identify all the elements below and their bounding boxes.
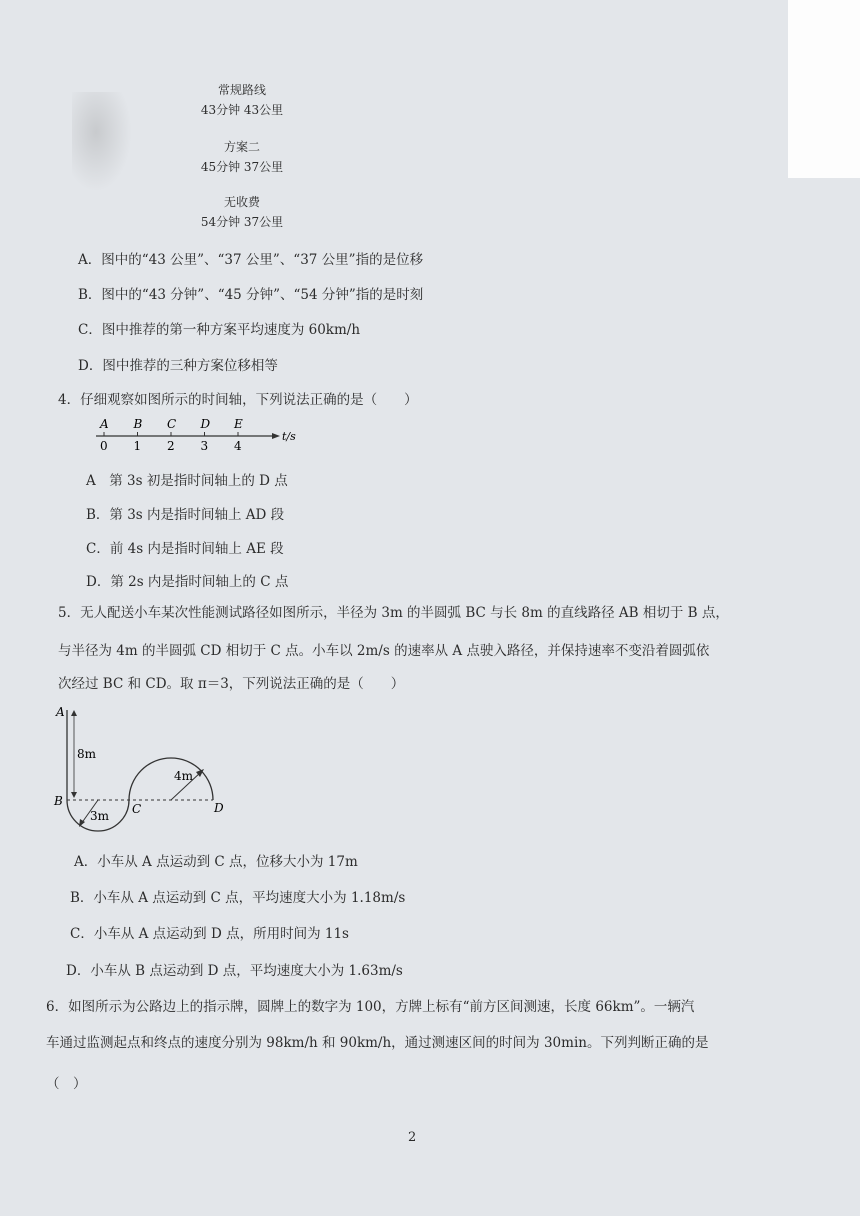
- arrow-up-icon: [71, 710, 77, 716]
- q3-option-b: B．图中的“43 分钟”、“45 分钟”、“54 分钟”指的是时刻: [78, 287, 424, 303]
- timeline-tick-label: 4: [234, 439, 242, 453]
- timeline-point-label: A: [100, 417, 109, 431]
- q3-option-a: A．图中的“43 公里”、“37 公里”、“37 公里”指的是位移: [78, 252, 424, 268]
- scan-white-patch: [788, 0, 860, 178]
- timeline-point-label: B: [133, 417, 143, 431]
- label-a: A: [56, 705, 65, 719]
- label-b: B: [54, 794, 63, 808]
- route-option-1: [172, 80, 312, 120]
- timeline-tick-label: 3: [200, 439, 209, 453]
- label-4m: 4m: [174, 769, 194, 783]
- timeline-point-label: C: [167, 417, 177, 431]
- q3-option-d: D．图中推荐的三种方案位移相等: [78, 358, 278, 374]
- route-option-2: [172, 137, 312, 177]
- q5-stem-line-2: 与半径为 4m 的半圆弧 CD 相切于 C 点。小车以 2m/s 的速率从 A 点驶入路径，并保持速率不变沿着圆弧依: [58, 643, 710, 659]
- label-c: C: [132, 802, 142, 816]
- q4-option-c: C．前 4s 内是指时间轴上 AE 段: [86, 541, 284, 557]
- label-3m: 3m: [90, 809, 110, 823]
- label-8m: 8m: [77, 747, 97, 761]
- timeline-point-label: D: [200, 417, 211, 431]
- timeline-figure: [86, 414, 316, 456]
- q4-option-a: A 第 3s 初是指时间轴上的 D 点: [86, 473, 288, 489]
- q5-option-a: A．小车从 A 点运动到 C 点，位移大小为 17m: [74, 854, 358, 870]
- q5-option-c: C．小车从 A 点运动到 D 点，所用时间为 11s: [70, 926, 349, 942]
- timeline-tick-label: 0: [100, 439, 108, 453]
- route-info: 54分钟 37公里: [200, 215, 284, 229]
- axis-label: t/s: [282, 430, 296, 443]
- map-thumbnail-remnant: [72, 92, 132, 192]
- arrow-down-icon: [71, 792, 77, 798]
- page-number: 2: [408, 1130, 417, 1145]
- q6-stem-line-2: 车通过监测起点和终点的速度分别为 98km/h 和 90km/h，通过测速区间的时间为 30min。下列判断正确的是: [46, 1035, 709, 1051]
- timeline-tick-label: 1: [133, 439, 142, 453]
- q3-option-c: C．图中推荐的第一种方案平均速度为 60km/h: [78, 322, 361, 338]
- route-info: 43分钟 43公里: [200, 103, 284, 117]
- arc-cd: [129, 758, 213, 800]
- q5-option-d: D．小车从 B 点运动到 D 点，平均速度大小为 1.63m/s: [66, 963, 403, 979]
- timeline-point-label: E: [234, 417, 243, 431]
- label-d: D: [214, 801, 224, 815]
- q6-stem-line-3: （ ）: [46, 1076, 87, 1092]
- q6-stem-line-1: 6．如图所示为公路边上的指示牌，圆牌上的数字为 100，方牌上标有“前方区间测速，长度 66km”。一辆汽: [46, 999, 695, 1015]
- axis-arrow-icon: [272, 433, 280, 439]
- q5-option-b: B．小车从 A 点运动到 C 点，平均速度大小为 1.18m/s: [70, 890, 406, 906]
- timeline-tick-label: 2: [167, 439, 175, 453]
- q4-option-d: D．第 2s 内是指时间轴上的 C 点: [86, 574, 289, 590]
- route-option-3: [172, 192, 312, 232]
- q5-stem-line-1: 5．无人配送小车某次性能测试路径如图所示，半径为 3m 的半圆弧 BC 与长 8m 的直线路径 AB 相切于 B 点，: [58, 605, 729, 621]
- q4-option-b: B．第 3s 内是指时间轴上 AD 段: [86, 507, 285, 523]
- q4-stem: 4．仔细观察如图所示的时间轴，下列说法正确的是（ ）: [58, 392, 418, 408]
- route-name: 方案二: [223, 140, 260, 154]
- route-name: 常规路线: [217, 83, 266, 97]
- path-figure: [50, 700, 240, 840]
- q5-stem-line-3: 次经过 BC 和 CD。取 π＝3，下列说法正确的是（ ）: [58, 676, 405, 692]
- route-name: 无收费: [223, 195, 260, 209]
- route-info: 45分钟 37公里: [200, 160, 284, 174]
